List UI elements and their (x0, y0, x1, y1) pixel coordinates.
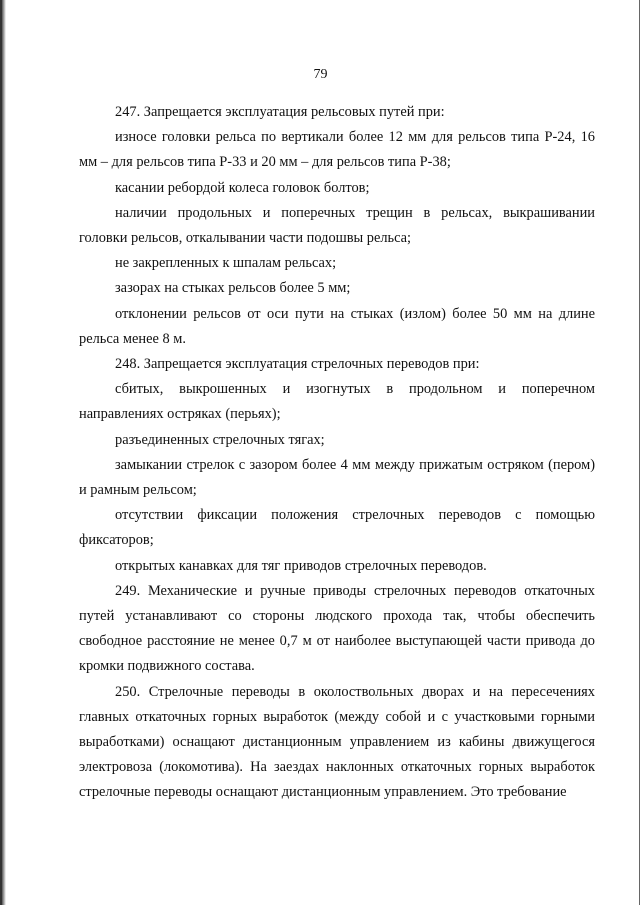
paragraph-rail-head-wear: износе головки рельса по вертикали более 12 мм для рельсов типа Р-24, 16 мм – для рельсов типа Р-33 и 20 мм – для рельсов типа Р-38; (79, 129, 595, 171)
paragraph-rail-deviation: отклонении рельсов от оси пути на стыках (излом) более 50 мм на длине рельса менее 8 м. (79, 305, 595, 347)
paragraph-no-fixation: отсутствии фиксации положения стрелочных переводов с помощью фиксаторов; (79, 507, 595, 549)
paragraph-wheel-flange-contact: касании ребордой колеса головок болтов; (115, 179, 370, 196)
paragraph-unfastened-rails: не закрепленных к шпалам рельсах; (115, 255, 337, 272)
paragraph-247-intro: 247. Запрещается эксплуатация рельсовых путей при: (115, 104, 445, 120)
paragraph-switch-gap: замыкании стрелок с зазором более 4 мм между прижатым остряком (пером) и рамным рельсом; (79, 456, 595, 499)
paragraph-248-intro: 248. Запрещается эксплуатация стрелочных переводов при: (115, 356, 480, 373)
paragraph-250: 250. Стрелочные переводы в околоствольных дворах и на пересечениях главных откаточных горных выработок (между собой и с участковыми горными выработками) оснащают дистанционным управлением из кабины движущегося электровоза (локомотива). На заездах наклонных откаточных горных выработок стрелочные переводы оснащают дистанционным управлением. Это требование (79, 683, 595, 801)
paragraph-disconnected-rods: разъединенных стрелочных тягах; (115, 431, 325, 448)
paragraph-open-grooves: открытых канавках для тяг приводов стрелочных переводов. (115, 557, 487, 574)
paragraph-rail-cracks: наличии продольных и поперечных трещин в рельсах, выкрашивании головки рельсов, откалывании части подошвы рельса; (79, 204, 595, 247)
page-number: 79 (313, 67, 328, 82)
paragraph-damaged-switch-points: сбитых, выкрошенных и изогнутых в продольном и поперечном направлениях остряках (перьях); (79, 381, 595, 423)
document-body (79, 100, 595, 806)
paragraph-249: 249. Механические и ручные приводы стрелочных переводов откаточных путей устанавливают со стороны людского прохода так, чтобы обеспечить свободное расстояние не менее 0,7 м от наиболее выступающей части привода до кромки подвижного состава. (79, 582, 595, 675)
paragraph-joint-gaps: зазорах на стыках рельсов более 5 мм; (115, 280, 351, 297)
